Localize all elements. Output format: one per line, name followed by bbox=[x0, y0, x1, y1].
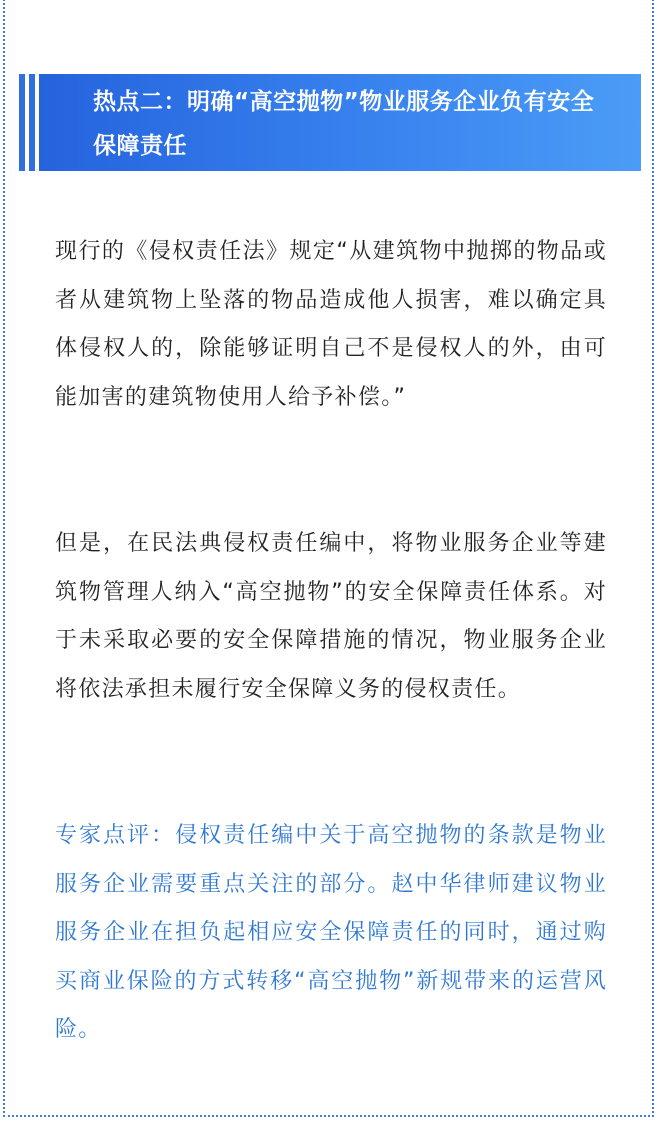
paragraph-law-quote: 现行的《侵权责任法》规定“从建筑物中抛掷的物品或者从建筑物上坠落的物品造成他人损害，难以确定具体侵权人的，除能够证明自己不是侵权人的外，由可能加害的建筑物使用人给予补偿。” bbox=[55, 239, 607, 410]
paragraph-civil-code: 但是，在民法典侵权责任编中，将物业服务企业等建筑物管理人纳入“高空抛物”的安全保障责任体系。对于未采取必要的安全保障措施的情况，物业服务企业将依法承担未履行安全保障义务的侵权责任。 bbox=[55, 531, 607, 702]
expert-comment: 专家点评：侵权责任编中关于高空抛物的条款是物业服务企业需要重点关注的部分。赵中华律师建议物业服务企业在担负起相应安全保障责任的同时，通过购买商业保险的方式转移“高空抛物”新规带来的运营风险。 bbox=[55, 823, 607, 1042]
heading-title: 热点二：明确“高空抛物”物业服务企业负有安全保障责任 bbox=[93, 89, 595, 159]
heading-accent-bar bbox=[29, 74, 35, 171]
section-heading bbox=[19, 74, 641, 171]
heading-accent-bar bbox=[19, 74, 25, 171]
